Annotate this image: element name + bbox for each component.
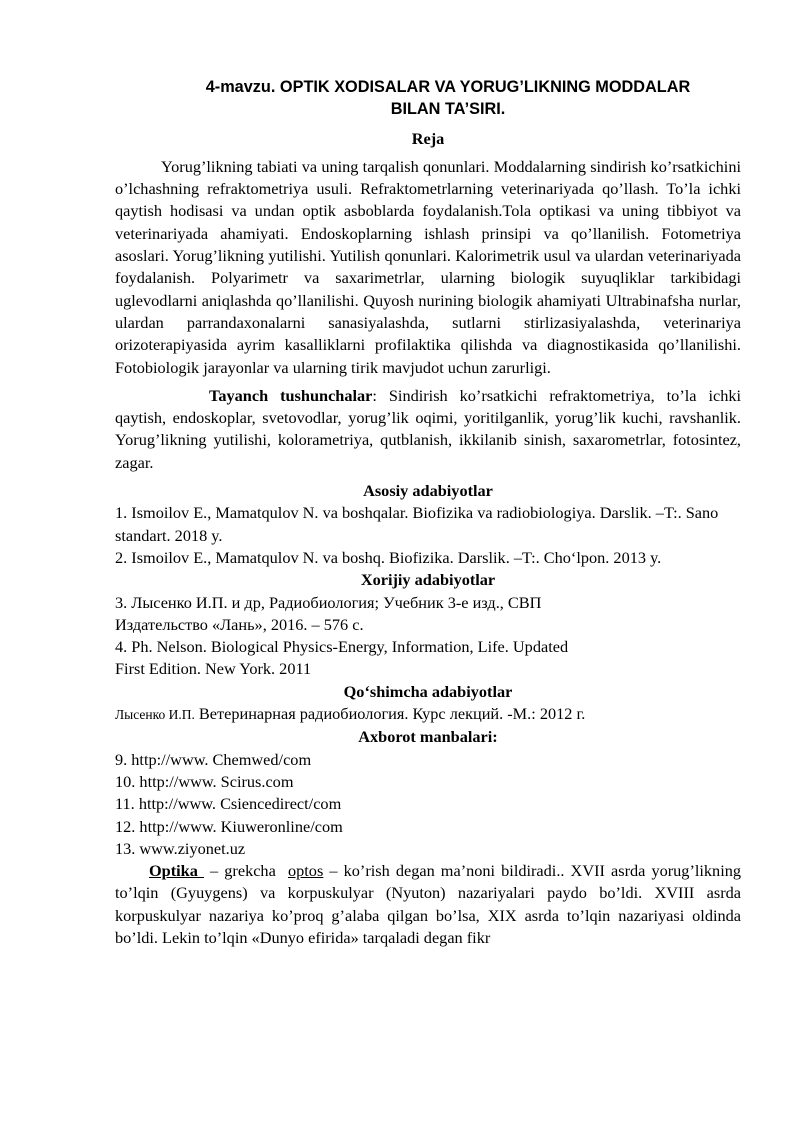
- optika-text: – ko’rish degan ma’noni bildiradi.. XVII asrda yorug’likning to’lqin (Gyuygens) va korpuskulyar (Nyuton) nazariyalari paydo bo’ldi. XVIII asrda korpuskulyar nazariya ko’proq g’alaba qilgan bo’lsa, XIX asrda to’lqin nazariyasi oldinda bo’ldi. Lekin to’lqin «Dunyo efirida» tarqaladi degan fikr: [115, 861, 741, 947]
- axborot-item-9: 9. http://www. Chemwed/com: [115, 749, 312, 769]
- axborot-item-12: 12. http://www. Kiuweronline/com: [115, 816, 343, 836]
- axborot-heading: Axborot manbalari:: [358, 727, 498, 747]
- optika-dash: – grekcha: [203, 861, 288, 881]
- qoshimcha-heading: Qo‘shimcha adabiyotlar: [343, 681, 513, 701]
- axborot-item-11: 11. http://www. Csiencedirect/com: [115, 794, 342, 814]
- qoshimcha-author: Лысенко И.П.: [115, 707, 195, 723]
- optika-paragraph: [115, 860, 741, 949]
- axborot-item-13: 13. www.ziyonet.uz: [115, 838, 246, 858]
- qoshimcha-text: Ветеринарная радиобиология. Курс лекций. -М.: 2012 г.: [194, 704, 586, 724]
- optika-term: Optika: [149, 861, 204, 881]
- axborot-item-10: 10. http://www. Scirus.com: [115, 771, 294, 791]
- xorijiy-item-3-line-1: 3. Лысенко И.П. и др, Радиобиология; Учебник 3-е изд., СВП: [115, 592, 542, 612]
- xorijiy-item-4-line-1: 4. Ph. Nelson. Biological Physics-Energy, Information, Life. Updated: [115, 637, 569, 657]
- document-page: [115, 70, 741, 949]
- tayanch-text: : Sindirish ko’rsatkichi refraktometriya, to’la ichki qaytish, endoskoplar, svetovodlar, yorug’lik oqimi, yoritilganlik, yorug’lik kuchi, ravshanlik. Yorug’likning yutilishi, kolorametriya, qutblanish, ikkilanib sinish, saxarometrlar, fotosintez, zagar.: [115, 385, 742, 472]
- tayanch-paragraph: [115, 385, 741, 474]
- optika-optos: optos: [288, 861, 324, 881]
- title-line-1: 4-mavzu. OPTIK XODISALAR VA YORUG’LIKNING MODDALAR: [205, 78, 691, 96]
- tayanch-label: Tayanch tushunchalar: [209, 385, 373, 405]
- xorijiy-item-3-line-2: Издательство «Лань», 2016. – 576 с.: [115, 614, 364, 634]
- title-line-2: BILAN TA’SIRI.: [390, 100, 506, 119]
- qoshimcha-item: [115, 703, 741, 726]
- xorijiy-item-4-line-2: First Edition. New York. 2011: [115, 659, 312, 679]
- xorijiy-item-3: [115, 592, 741, 637]
- asosiy-item-1: 1. Ismoilov E., Mamatqulov N. va boshqalar. Biofizika va radiobiologiya. Darslik. –T:. Sano standart. 2018 y.: [115, 503, 719, 545]
- asosiy-heading: Asosiy adabiyotlar: [363, 481, 493, 501]
- page-title: [155, 76, 741, 121]
- reja-paragraph: Yorug’likning tabiati va uning tarqalish qonunlari. Moddalarning sindirish ko’rsatkichini o’lchashning refraktometriya usuli. Refraktometrlarning veterinariyada qo’llash. To’la ichki qaytish hodisasi va undan optik asboblarda foydalanish.Tola optikasi va uning tibbiyot va veterinariyada ahamiyati. Endoskoplarning ishlash prinsipi va qo’llanilish. Fotometriya asoslari. Yorug’likning yutilishi. Yutilish qonunlari. Kalorimetrik usul va ulardan veterinariyada foydalanish. Polyarimetr va saxarimetrlar, ularning biologik suyuqliklar tarkibidagi uglevodlarni aniqlashda qo’llanilishi. Quyosh nurining biologik ahamiyati Ultrabinafsha nurlar, ulardan parrandaxonalarni sanasiyalashda, sutlarni stirlizasiyalashda, veterinariya orizoterapiyasida ayrim kasalliklarni profilaktika qilishda va diagnostikasida qo’llanilishi. Fotobiologik jarayonlar va ularning tirik mavjudot uchun zarurligi.: [115, 156, 741, 377]
- reja-heading: Reja: [411, 128, 445, 148]
- xorijiy-heading: Xorijiy adabiyotlar: [360, 570, 496, 590]
- xorijiy-item-4: [115, 636, 741, 681]
- asosiy-item-2: 2. Ismoilov E., Mamatqulov N. va boshq. Biofizika. Darslik. –T:. Cho‘lpon. 2013 y.: [115, 547, 662, 567]
